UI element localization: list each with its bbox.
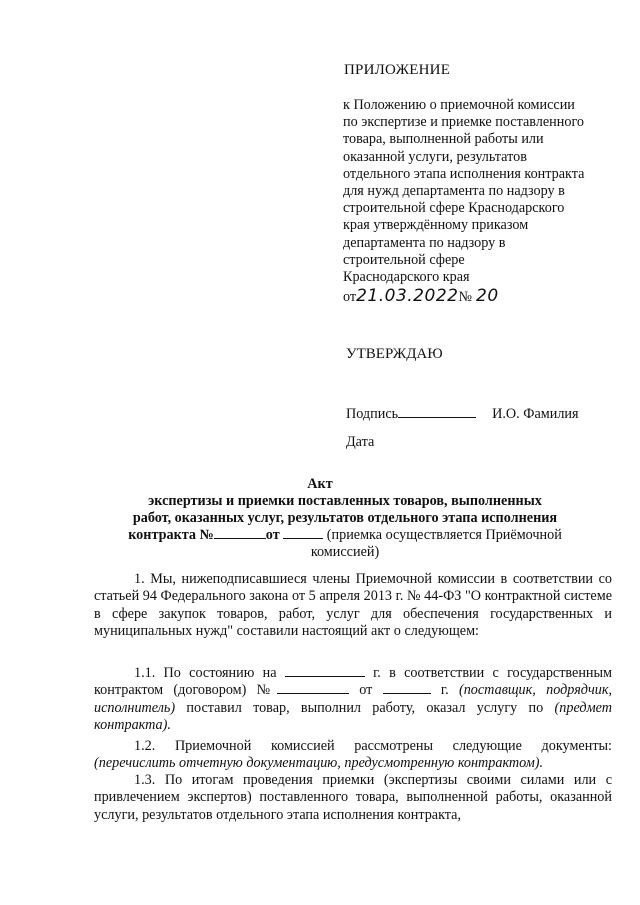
from-label: от bbox=[265, 527, 280, 543]
act-subtitle-line: работ, оказанных услуг, результатов отдельного этапа исполнения bbox=[132, 510, 558, 526]
appendix-line: оказанной услуги, результатов bbox=[343, 148, 527, 165]
supplier-placeholder: (поставщик, подрядчик, исполнитель) bbox=[94, 682, 613, 716]
handwritten-date: 21.03.2022 bbox=[356, 286, 459, 306]
appendix-line: строительной сфере bbox=[343, 251, 465, 268]
paragraph-1-3: 1.3. По итогам проведения приемки (экспертизы своими силами или с привлечением экспертов) поставленного товара, выполненной работы, оказанной услуги, результатов отдельного этапа исполнения контракта, bbox=[94, 772, 612, 823]
p11-text: г. bbox=[440, 682, 449, 699]
act-contract-line bbox=[100, 527, 590, 561]
appendix-body bbox=[343, 97, 613, 286]
approval-title: УТВЕРЖДАЮ bbox=[346, 346, 443, 362]
p11-text: поставил товар, выполнил работу, оказал услугу по bbox=[186, 699, 544, 716]
date-label: Дата bbox=[346, 434, 375, 450]
appendix-line: департамента по надзору в bbox=[343, 234, 506, 251]
act-subtitle bbox=[100, 493, 590, 561]
name-placeholder: И.О. Фамилия bbox=[492, 406, 579, 422]
contract-date-blank bbox=[383, 682, 431, 694]
paragraph-1: 1. Мы, нижеподписавшиеся члены Приемочной комиссии в соответствии со статьей 94 Федерального закона от 5 апреля 2013 г. № 44-ФЗ "О контрактной системе в сфере закупок товаров, работ, услуг для обеспечения государственных и муниципальных нужд" составили настоящий акт о следующем: bbox=[94, 571, 612, 640]
p11-text: 1.1. По состоянию на bbox=[134, 665, 277, 681]
appendix-line: края утверждённому приказом bbox=[343, 217, 529, 234]
date-blank bbox=[285, 665, 365, 677]
signature-label: Подпись bbox=[346, 406, 399, 422]
contract-number-blank bbox=[214, 527, 266, 539]
appendix-title: ПРИЛОЖЕНИЕ bbox=[344, 62, 451, 78]
paragraph-1-1 bbox=[94, 665, 612, 735]
date-prefix: от bbox=[343, 289, 357, 305]
p12-text: 1.2. Приемочной комиссией рассмотрены следующие документы: bbox=[134, 738, 612, 754]
number-prefix: № bbox=[458, 289, 472, 305]
p11-text: от bbox=[359, 682, 373, 699]
appendix-line: по экспертизе и приемке поставленного bbox=[343, 114, 585, 131]
act-title: Акт bbox=[307, 476, 333, 492]
appendix-line: отдельного этапа исполнения контракта bbox=[343, 165, 585, 182]
p11-text: г. в соответствии с государственным контрактом (договором) № bbox=[94, 665, 613, 699]
appendix-line: товара, выполненной работы или bbox=[343, 131, 544, 148]
handwritten-number: 20 bbox=[476, 286, 499, 306]
act-note: (приемка осуществляется Приёмочной комиссией) bbox=[310, 527, 562, 560]
documents-placeholder: (перечислить отчетную документацию, предусмотренную контрактом). bbox=[94, 755, 544, 772]
contract-date-blank bbox=[283, 527, 323, 539]
contract-label: контракта № bbox=[128, 527, 214, 543]
order-date-line bbox=[343, 286, 499, 306]
act-subtitle-line: экспертизы и приемки поставленных товаров, выполненных bbox=[148, 493, 542, 509]
signature-line bbox=[346, 405, 579, 423]
appendix-line: для нужд департамента по надзору в bbox=[343, 183, 565, 200]
appendix-line: к Положению о приемочной комиссии bbox=[343, 97, 575, 113]
contract-subject-placeholder: (предмет контракта). bbox=[94, 699, 612, 734]
appendix-line: строительной сфере Краснодарского bbox=[343, 200, 565, 217]
contract-number-blank bbox=[277, 682, 349, 694]
appendix-line: Краснодарского края bbox=[343, 269, 470, 286]
signature-blank bbox=[398, 405, 476, 418]
paragraph-1-2 bbox=[94, 738, 612, 773]
